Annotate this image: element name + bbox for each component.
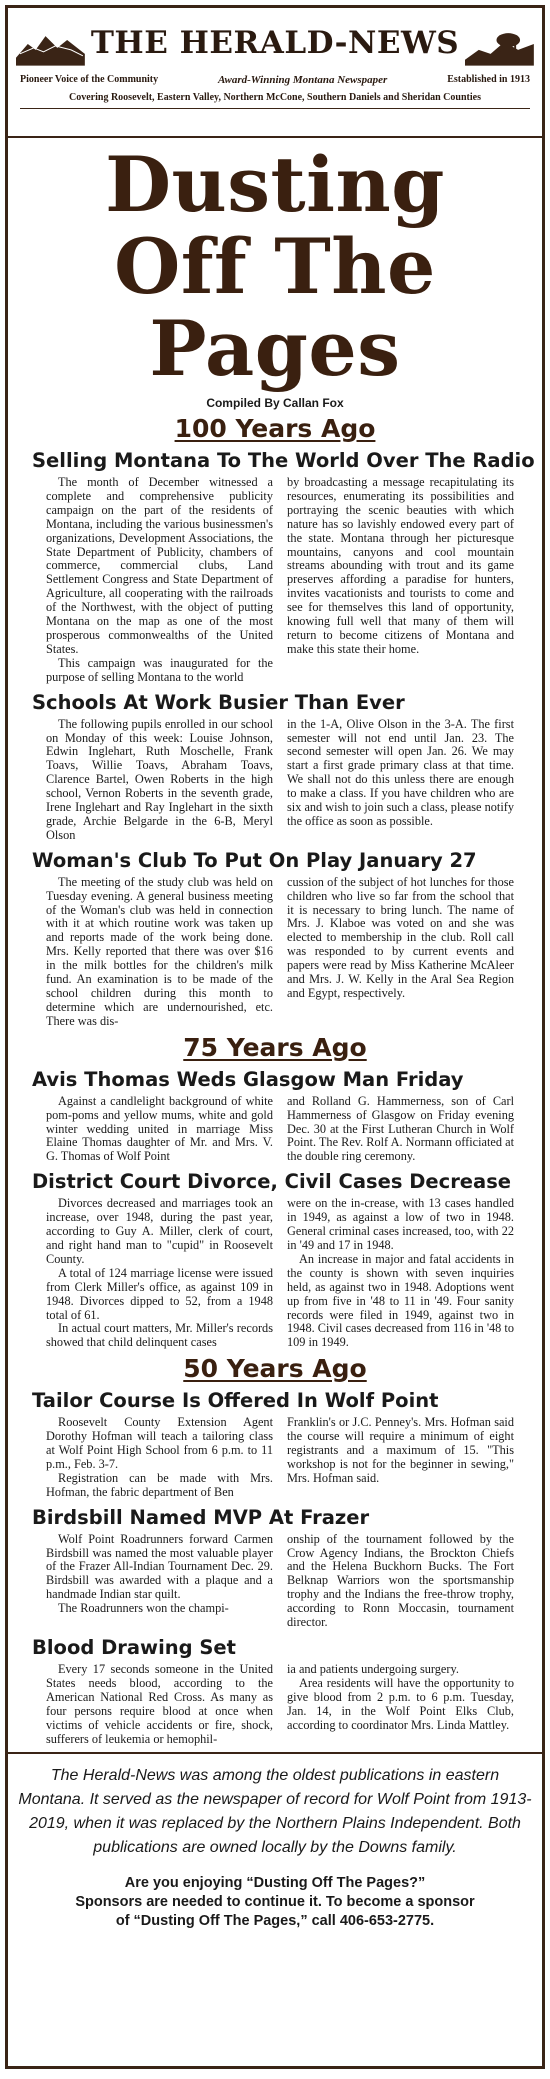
story-paragraph: Every 17 seconds someone in the United States needs blood, according to the American National Red Cross. As many as four persons require blood at once when victims of vehicle accidents or fire, shock, sufferers of leukemia or hemophil-	[46, 1662, 273, 1746]
story-paragraph: Against a candlelight background of white pom-poms and yellow mums, white and gold winter wedding united in marriage Miss Elaine Thomas daughter of Mr. and Mrs. V. G. Thomas of Wolf Point	[46, 1093, 273, 1164]
story-paragraph: by broadcasting a message recapitulating its resources, enumerating its possibilities and portraying the scenic beauties with which nature has so lavishly endowed every part of the state. Montana through her picturesque mountains, canyons and cool mountain streams abounding with trout and its game preserves affording a paradise for hunters, invites vacationists and tourists to come and see for themselves this land of opportunity, knowing full well that many of them will return to become citizens of Montana and make this state their home.	[287, 475, 514, 656]
story-column	[287, 718, 514, 843]
story-paragraph: Franklin's or J.C. Penney's. Mrs. Hofman said the course will require a minimum of eight registrants and a maximum of 15. "This workshop is not for the beginner in sewing," Mrs. Hofman said.	[287, 1415, 514, 1485]
story-column	[287, 1416, 514, 1499]
column-title-line-1: Dusting	[105, 140, 445, 229]
story-paragraph: onship of the tournament followed by the Crow Agency Indians, the Brockton Chiefs and the Helena Buckhorn Bucks. The Fort Belknap Warriors won the sportsmanship trophy and the Indians the free-throw trophy, according to Ronn Moccasin, tournament director.	[287, 1531, 514, 1630]
sponsor-line-1: Are you enjoying “Dusting Off The Pages?”	[124, 1875, 426, 1892]
sponsor-appeal	[8, 1874, 542, 1931]
story-paragraph: Area residents will have the opportunity to give blood from 2 p.m. to 6 p.m. Tuesday, Jan. 14, in the Wolf Point Elks Club, according to coordinator Mrs. Linda Mattley.	[287, 1675, 514, 1732]
story-paragraph: Divorces decreased and marriages took an increase, over 1948, during the past year, according to Guy A. Miller, clerk of court, and right hand man to "cupid" in Roosevelt County.	[46, 1196, 273, 1266]
prairie-landscape-icon	[16, 20, 85, 66]
masthead-divider	[20, 108, 530, 109]
masthead-established: Established in 1913	[447, 74, 530, 85]
story-column	[287, 476, 514, 685]
story-column	[287, 1533, 514, 1630]
story-paragraph: A total of 124 marriage license were issued from Clerk Miller's office, as against 109 in 1948. Divorces dipped to 52, from a 1948 total of 61.	[46, 1265, 273, 1322]
story-body	[8, 1095, 542, 1165]
story-headline: Avis Thomas Weds Glasgow Man Friday	[32, 1067, 464, 1091]
story-paragraph: ia and patients undergoing surgery.	[287, 1662, 459, 1676]
story-headline: Woman's Club To Put On Play January 27	[32, 848, 477, 872]
era-heading: 50 Years Ago	[183, 1354, 367, 1384]
story-column	[46, 1197, 273, 1350]
story-body	[8, 718, 542, 843]
story-column	[46, 718, 273, 843]
story-body	[8, 876, 542, 1029]
story-column	[46, 1663, 273, 1746]
story-paragraph: The month of December witnessed a complete and comprehensive publicity campaign on the part of the residents of Montana, including the various businessmen's organizations, Development Associations, the State Department of Publicity, chambers of commerce, commercial clubs, Land Settlement Congress and State Department of Agriculture, all cooperating with the railroads of the Northwest, with the object of putting Montana on the map as one of the most prosperous commonwealths of the United States.	[46, 475, 273, 656]
story-paragraph: The following pupils enrolled in our school on Monday of this week: Louise Johnson, Edwin Inglehart, Ruth Moschelle, Frank Toavs, Willie Toavs, Abraham Toavs, Clarence Bartel, Owen Roberts in the high school, Vernon Roberts in the seventh grade, Irene Inglehart and Ray Inglehart in the sixth grade, Archie Belgarde in the 6-B, Meryl Olson	[46, 716, 273, 842]
story-column	[46, 1095, 273, 1165]
story-headline: Tailor Course Is Offered In Wolf Point	[32, 1389, 439, 1413]
masthead-award: Award-Winning Montana Newspaper	[218, 74, 388, 86]
story-headline: Blood Drawing Set	[32, 1636, 236, 1659]
story-column	[287, 876, 514, 1029]
footer-note: The Herald-News was among the oldest publications in eastern Montana. It served as the newspaper of record for Wolf Point from 1913-2019, when it was replaced by the Northern Plains Independent. Both publications are owned locally by the Downs family.	[18, 1767, 532, 1857]
story-column	[46, 1533, 273, 1630]
story-headline: Selling Montana To The World Over The Radio	[32, 449, 535, 472]
story-paragraph: were on the in-crease, with 13 cases handled in 1949, as against a low of two in 1948. General criminal cases increased, too, with 22 in '49 and 17 in 1948.	[287, 1196, 514, 1252]
sponsor-line-2: Sponsors are needed to continue it. To become a sponsor	[75, 1894, 475, 1911]
story-column	[46, 476, 273, 685]
story-paragraph: An increase in major and fatal accidents in the county is shown with seven inquiries held, as against two in 1948. Adoptions went up from five in '48 to 11 in '49. Four sanity records were filed in 1949, against two in 1948. Civil cases decreased from 116 in '48 to 109 in 1949.	[287, 1251, 514, 1350]
story-column	[46, 876, 273, 1029]
story-body	[8, 1197, 542, 1350]
sponsor-line-3: of “Dusting Off The Pages,” call 406-653-2775.	[115, 1913, 435, 1930]
story-paragraph: and Rolland G. Hammerness, son of Carl Hammerness of Glasgow on Friday evening Dec. 30 at the First Lutheran Church in Wolf Point. The Rev. Rolf A. Normann officiated at the double ring ceremony.	[287, 1093, 514, 1164]
story-paragraph: This campaign was inaugurated for the purpose of selling Montana to the world	[46, 655, 273, 684]
masthead-title-row	[8, 8, 542, 74]
masthead-subline	[8, 74, 542, 86]
masthead-motto: Pioneer Voice of the Community	[20, 74, 159, 85]
story-paragraph: Wolf Point Roadrunners forward Carmen Birdsbill was named the most valuable player of the Frazer All-Indian Tournament Dec. 29. Birdsbill was awarded with a plaque and a handmade Indian star quilt.	[46, 1531, 273, 1602]
byline: Compiled By Callan Fox	[206, 396, 344, 410]
story-paragraph: cussion of the subject of hot lunches for those children who live so far from the school that it is necessary to bring lunch. The name of Mrs. J. Klaboe was voted on and she was elected to membership in the club. Roll call was responded to by current events and papers were read by Miss Katherine McAleer and Mrs. J. W. Kelly in the Aral Sea Region and Egypt, respectively.	[287, 874, 514, 1000]
story-paragraph: Roosevelt County Extension Agent Dorothy Hofman will teach a tailoring class at Wolf Point High School from 6 p.m. to 11 p.m., Feb. 3-7.	[46, 1415, 273, 1471]
masthead-coverage: Covering Roosevelt, Eastern Valley, Northern McCone, Southern Daniels and Sheridan Counties	[69, 92, 481, 103]
bison-landscape-icon	[465, 20, 534, 66]
story-paragraph: Registration can be made with Mrs. Hofman, the fabric department of Ben	[46, 1470, 273, 1499]
story-column	[46, 1416, 273, 1499]
masthead	[8, 8, 542, 138]
story-paragraph: in the 1-A, Olive Olson in the 3-A. The first semester will not end until Jan. 23. The second semester will open Jan. 26. We may start a first grade primary class at that time. We shall not do this unless there are enough to make a class. If you have children who are six and wish to join such a class, please notify the office as soon as possible.	[287, 716, 514, 828]
story-paragraph: The Roadrunners won the champi-	[58, 1601, 229, 1616]
story-body	[8, 1663, 542, 1746]
story-paragraph: The meeting of the study club was held on Tuesday evening. A general business meeting of the Woman's club was held in connection with it at which routine work was taken up and reports made of the work being done. Mrs. Kelly reported that there was over $16 in the milk bottles for the children's milk fund. An examination is to be made of the school children during this month to determine which are undernourished, etc. There was dis-	[46, 874, 273, 1028]
story-headline: Schools At Work Busier Than Ever	[32, 690, 405, 714]
era-heading: 100 Years Ago	[174, 414, 376, 443]
story-headline: District Court Divorce, Civil Cases Decrease	[32, 1170, 512, 1194]
section-divider	[8, 1752, 542, 1754]
column-title	[8, 140, 542, 393]
story-body	[8, 1533, 542, 1630]
story-column	[287, 1663, 514, 1746]
story-body	[8, 476, 542, 685]
masthead-title: THE HERALD-NEWS	[90, 25, 460, 61]
era-heading: 75 Years Ago	[183, 1032, 367, 1062]
newspaper-page	[5, 5, 545, 2069]
story-column	[287, 1095, 514, 1165]
story-column	[287, 1197, 514, 1350]
story-body	[8, 1416, 542, 1499]
story-paragraph: In actual court matters, Mr. Miller's records showed that child delinquent cases	[46, 1321, 273, 1350]
column-title-line-2: Off The Pages	[114, 222, 436, 393]
story-headline: Birdsbill Named MVP At Frazer	[32, 1505, 370, 1529]
